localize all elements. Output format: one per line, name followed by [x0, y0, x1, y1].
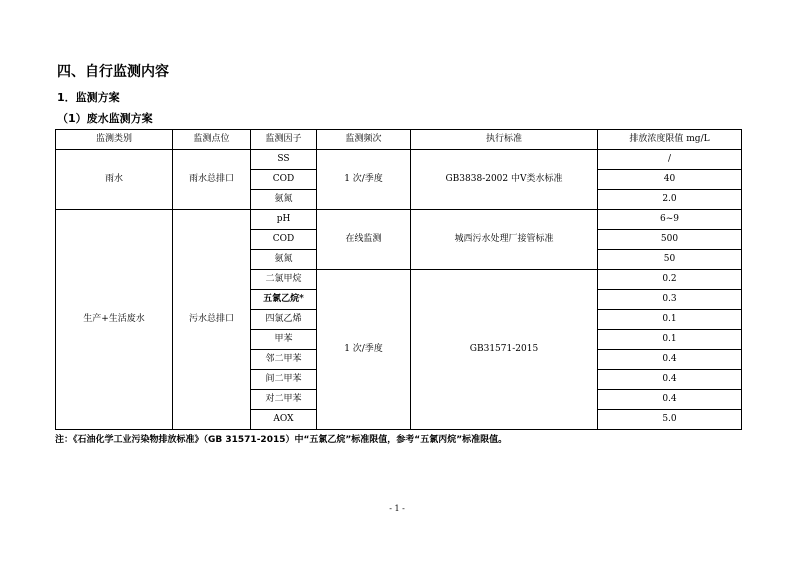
cell-factor: 对二甲苯: [251, 390, 317, 410]
cell-limit: 6~9: [598, 210, 742, 230]
cell-frequency: 1 次/季度: [317, 150, 411, 210]
subsection-heading: 1．监测方案: [57, 91, 120, 104]
cell-limit: 0.4: [598, 370, 742, 390]
cell-factor: 四氯乙烯: [251, 310, 317, 330]
table-body: [56, 150, 742, 430]
table-note: 注：《石油化学工业污染物排放标准》（GB 31571-2015）中“五氯乙烷”标准限值，参考“五氯丙烷”标准限值。: [55, 435, 508, 445]
cell-factor: 邻二甲苯: [251, 350, 317, 370]
cell-category: 雨水: [56, 150, 173, 210]
cell-factor: 氨氮: [251, 250, 317, 270]
cell-limit: /: [598, 150, 742, 170]
cell-frequency: 1 次/季度: [317, 270, 411, 430]
table-caption: （1）废水监测方案: [57, 112, 153, 125]
cell-factor: pH: [251, 210, 317, 230]
cell-limit: 2.0: [598, 190, 742, 210]
cell-limit: 0.1: [598, 310, 742, 330]
cell-point: 雨水总排口: [173, 150, 251, 210]
cell-limit: 40: [598, 170, 742, 190]
cell-limit: 0.3: [598, 290, 742, 310]
cell-factor: 二氯甲烷: [251, 270, 317, 290]
header-factor: 监测因子: [251, 130, 317, 150]
cell-factor: 五氯乙烷*: [251, 290, 317, 310]
cell-limit: 0.4: [598, 390, 742, 410]
cell-factor: 甲苯: [251, 330, 317, 350]
cell-standard: GB3838-2002 中Ⅴ类水标准: [411, 150, 598, 210]
table-row: [56, 210, 742, 230]
header-standard: 执行标准: [411, 130, 598, 150]
cell-limit: 500: [598, 230, 742, 250]
cell-limit: 50: [598, 250, 742, 270]
cell-frequency: 在线监测: [317, 210, 411, 270]
cell-factor: SS: [251, 150, 317, 170]
section-heading: 四、自行监测内容: [57, 64, 169, 80]
cell-category: 生产+生活废水: [56, 210, 173, 430]
header-limit: 排放浓度限值 mg/L: [598, 130, 742, 150]
cell-factor: AOX: [251, 410, 317, 430]
cell-limit: 0.4: [598, 350, 742, 370]
header-frequency: 监测频次: [317, 130, 411, 150]
cell-standard: 城西污水处理厂接管标准: [411, 210, 598, 270]
cell-factor: 氨氮: [251, 190, 317, 210]
cell-factor: COD: [251, 230, 317, 250]
wastewater-monitoring-table: [55, 129, 742, 430]
table-header-row: [56, 130, 742, 150]
header-category: 监测类别: [56, 130, 173, 150]
page-number: - 1 -: [389, 504, 405, 513]
cell-limit: 0.2: [598, 270, 742, 290]
cell-limit: 5.0: [598, 410, 742, 430]
cell-limit: 0.1: [598, 330, 742, 350]
header-point: 监测点位: [173, 130, 251, 150]
cell-standard: GB31571-2015: [411, 270, 598, 430]
cell-factor: COD: [251, 170, 317, 190]
table-row: [56, 150, 742, 170]
cell-point: 污水总排口: [173, 210, 251, 430]
cell-factor: 间二甲苯: [251, 370, 317, 390]
